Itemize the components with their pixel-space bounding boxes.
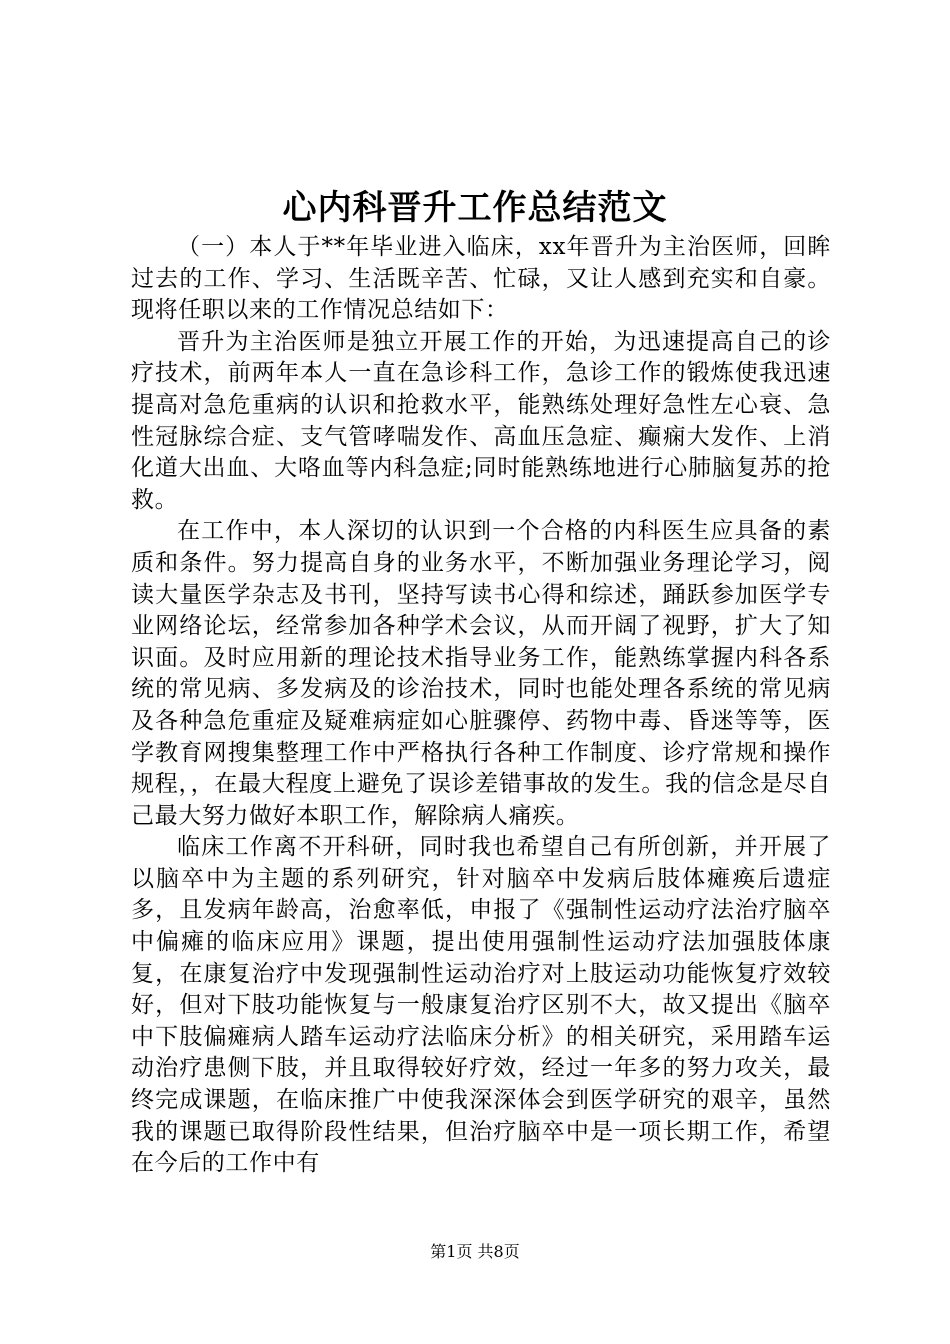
page-footer: 第1页 共8页 [430, 1242, 520, 1261]
paragraph-intro: （一）本人于**年毕业进入临床，xx年晋升为主治医师，回眸过去的工作、学习、生活既辛苦、忙碌，又让人感到充实和自豪。现将任职以来的工作情况总结如下： [131, 234, 831, 324]
paragraph-professional-growth: 在工作中，本人深切的认识到一个合格的内科医生应具备的素质和条件。努力提高自身的业务水平，不断加强业务理论学习，阅读大量医学杂志及书刊，坚持写读书心得和综述，踊跃参加医学专业网络论坛，经常参加各种学术会议，从而开阔了视野，扩大了知识面。及时应用新的理论技术指导业务工作，能熟练掌握内科各系统的常见病、多发病及的诊治技术，同时也能处理各系统的常见病及各种急危重症及疑难病症如心脏骤停、药物中毒、昏迷等等，医学教育网搜集整理工作中严格执行各种工作制度、诊疗常规和操作规程，，在最大程度上避免了误诊差错事故的发生。我的信念是尽自己最大努力做好本职工作，解除病人痛疾。 [131, 518, 831, 829]
paragraph-emergency-work: 晋升为主治医师是独立开展工作的开始，为迅速提高自己的诊疗技术，前两年本人一直在急诊科工作，急诊工作的锻炼使我迅速提高对急危重病的认识和抢救水平，能熟练处理好急性左心衰、急性冠脉综合症、支气管哮喘发作、高血压急症、癫痫大发作、上消化道大出血、大咯血等内科急症;同时能熟练地进行心肺脑复苏的抢救。 [131, 328, 831, 513]
document-title: 心内科晋升工作总结范文 [282, 188, 668, 228]
document-body [131, 232, 831, 1180]
paragraph-research: 临床工作离不开科研，同时我也希望自己有所创新，并开展了以脑卒中为主题的系列研究，针对脑卒中发病后肢体瘫痪后遗症多，且发病年龄高，治愈率低，申报了《强制性运动疗法治疗脑卒中偏瘫的临床应用》课题，提出使用强制性运动疗法加强肢体康复，在康复治疗中发现强制性运动治疗对上肢运动功能恢复疗效较好，但对下肢功能恢复与一般康复治疗区别不大，故又提出《脑卒中下肢偏瘫病人踏车运动疗法临床分析》的相关研究，采用踏车运动治疗患侧下肢，并且取得较好疗效，经过一年多的努力攻关，最终完成课题，在临床推广中使我深深体会到医学研究的艰辛，虽然我的课题已取得阶段性结果，但治疗脑卒中是一项长期工作，希望在今后的工作中有 [131, 834, 831, 1177]
